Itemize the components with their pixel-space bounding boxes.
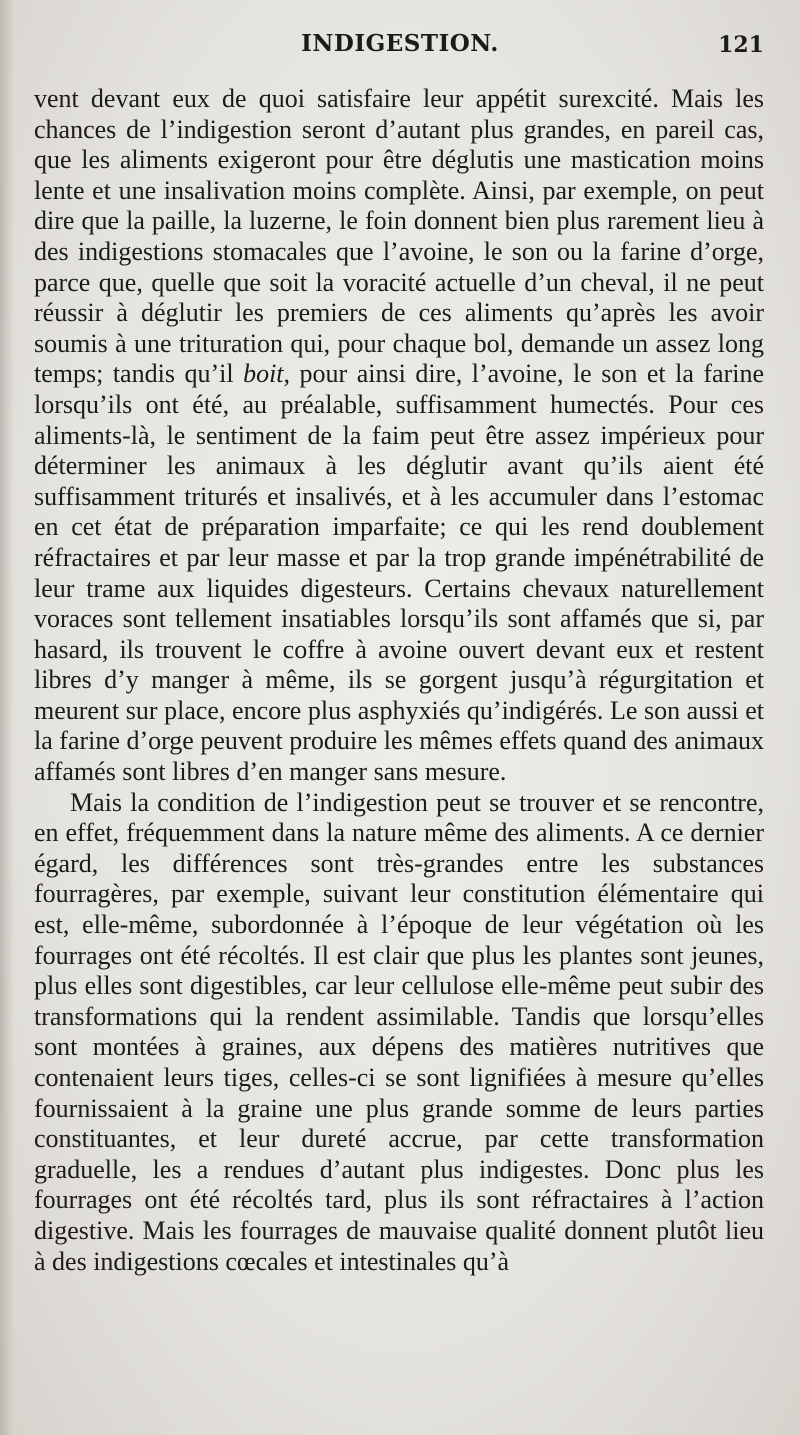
paragraph-1-text-a: vent devant eux de quoi satisfaire leur appétit surexcité. Mais les chances de l’indigestion seront d’autant plus grandes, en pareil cas, que les aliments exigeront pour être déglutis une mastication moins lente et une insalivation moins complète. Ainsi, par exemple, on peut dire que la paille, la luzerne, le foin donnent bien plus rarement lieu à des indigestions stomacales que l’avoine, le son ou la farine d’orge, parce que, quelle que soit la voracité actuelle d’un cheval, il ne peut réussir à déglutir les premiers de ces aliments qu’après les avoir soumis à une trituration qui, pour chaque bol, demande un assez long temps; tandis qu’il — [34, 84, 764, 389]
italic-emphasis: boit, — [243, 359, 291, 389]
running-head: INDIGESTION. — [301, 30, 499, 57]
paragraph-1 — [34, 84, 764, 788]
page-header — [36, 30, 764, 66]
page-number: 121 — [718, 32, 764, 58]
paragraph-1-text-b: pour ainsi dire, l’avoine, le son et la farine lorsqu’ils ont été, au préalable, suffisamment humectés. Pour ces aliments-là, le sentiment de la faim peut être assez impérieux pour déterminer les animaux à les déglutir avant qu’ils aient été suffisamment triturés et insalivés, et à les accumuler dans l’estomac en cet état de préparation imparfaite; ce qui les rend doublement réfractaires et par leur masse et par la trop grande impénétrabilité de leur trame aux liquides digesteurs. Certains chevaux naturellement voraces sont tellement insatiables lorsqu’ils sont affamés que si, par hasard, ils trouvent le coffre à avoine ouvert devant eux et restent libres d’y manger à même, ils se gorgent jusqu’à régurgitation et meurent sur place, encore plus asphyxiés qu’indigérés. Le son aussi et la farine d’orge peuvent produire les mêmes effets quand des animaux affamés sont libres d’en manger sans mesure. — [34, 359, 765, 787]
body-text — [34, 84, 764, 1277]
page-gutter-shadow — [0, 0, 14, 1435]
paragraph-2: Mais la condition de l’indigestion peut se trouver et se rencontre, en effet, fréquemment dans la nature même des aliments. A ce dernier égard, les différences sont très-grandes entre les substances fourragères, par exemple, suivant leur constitution élémentaire qui est, elle-même, subordonnée à l’époque de leur végétation où les fourrages ont été récoltés. Il est clair que plus les plantes sont jeunes, plus elles sont digestibles, car leur cellulose elle-même peut subir des transformations qui la rendent assimilable. Tandis que lorsqu’elles sont montées à graines, aux dépens des matières nutritives que contenaient leurs tiges, celles-ci se sont lignifiées à mesure qu’elles fournissaient à la graine une plus grande somme de leurs parties constituantes, et leur dureté accrue, par cette transformation graduelle, les a rendues d’autant plus indigestes. Donc plus les fourrages ont été récoltés tard, plus ils sont réfractaires à l’action digestive. Mais les fourrages de mauvaise qualité donnent plutôt lieu à des indigestions cœcales et intestinales qu’à — [34, 787, 764, 1276]
